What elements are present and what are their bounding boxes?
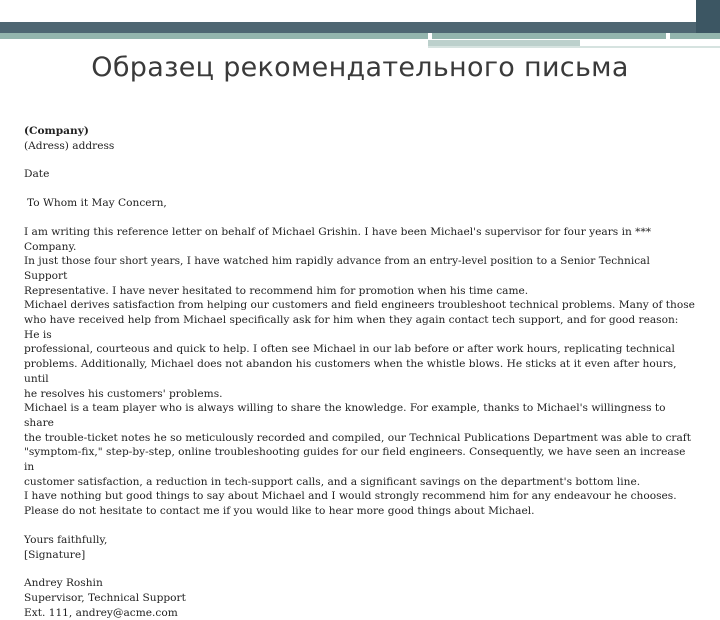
- closing: Yours faithfully,: [24, 533, 108, 546]
- signer-title: Supervisor, Technical Support: [24, 591, 186, 604]
- paragraph-line: professional, courteous and quick to help. I often see Michael in our lab before or after work hours, replicating technical: [24, 343, 675, 356]
- signer-name: Andrey Roshin: [24, 577, 103, 590]
- paragraph-line: who have received help from Michael specifically ask for him when they again contact tech support, and for good reason: He is: [24, 314, 679, 341]
- paragraph-line: Please do not hesitate to contact me if you would like to hear more good things about Michael.: [24, 505, 535, 518]
- slide-title: Образец рекомендательного письма: [91, 52, 629, 83]
- header-dark-bar: [0, 22, 696, 33]
- letter-body: [24, 124, 696, 620]
- company-line: (Company): [24, 125, 89, 137]
- paragraph-line: I have nothing but good things to say about Michael and I would strongly recommend him for any endeavour he chooses.: [24, 490, 677, 503]
- paragraph-line: he resolves his customers' problems.: [24, 387, 223, 400]
- address-line: (Adress) address: [24, 139, 115, 152]
- letter-paragraph: [24, 225, 696, 519]
- salutation: To Whom it May Concern,: [27, 197, 167, 210]
- header-dark-cap: [696, 0, 720, 33]
- signature: [Signature]: [24, 548, 86, 561]
- paragraph-line: "symptom-fix," step-by-step, online troubleshooting guides for our field engineers. Consequently, we have seen an increase in: [24, 446, 686, 474]
- header-thin-bar: [428, 46, 720, 48]
- header-teal-bar-right: [670, 33, 720, 39]
- date-line: Date: [24, 168, 50, 181]
- paragraph-line: Representative. I have never hesitated to recommend him for promotion when his time came.: [24, 284, 529, 297]
- paragraph-line: In just those four short years, I have watched him rapidly advance from an entry-level position to a Senior Technical Support: [24, 255, 650, 282]
- paragraph-line: I am writing this reference letter on behalf of Michael Grishin. I have been Michael's supervisor for four years in *** Company.: [24, 225, 652, 253]
- paragraph-line: customer satisfaction, a reduction in tech-support calls, and a significant savings on the department's bottom line.: [24, 475, 641, 488]
- paragraph-line: the trouble-ticket notes he so meticulously recorded and compiled, our Technical Publications Department was able to craft: [24, 431, 691, 444]
- header-teal-bar-mid: [432, 33, 666, 39]
- paragraph-line: Michael derives satisfaction from helping our customers and field engineers troubleshoot technical problems. Many of those: [24, 299, 695, 312]
- paragraph-line: problems. Additionally, Michael does not abandon his customers when the whistle blows. He sticks at it even after hours, until: [24, 358, 677, 385]
- signer-contact: Ext. 111, andrey@acme.com: [24, 606, 178, 619]
- header-band: [0, 0, 720, 24]
- paragraph-line: Michael is a team player who is always willing to share the knowledge. For example, thanks to Michael's willingness to share: [24, 402, 666, 429]
- header-teal-bar-left: [0, 33, 428, 39]
